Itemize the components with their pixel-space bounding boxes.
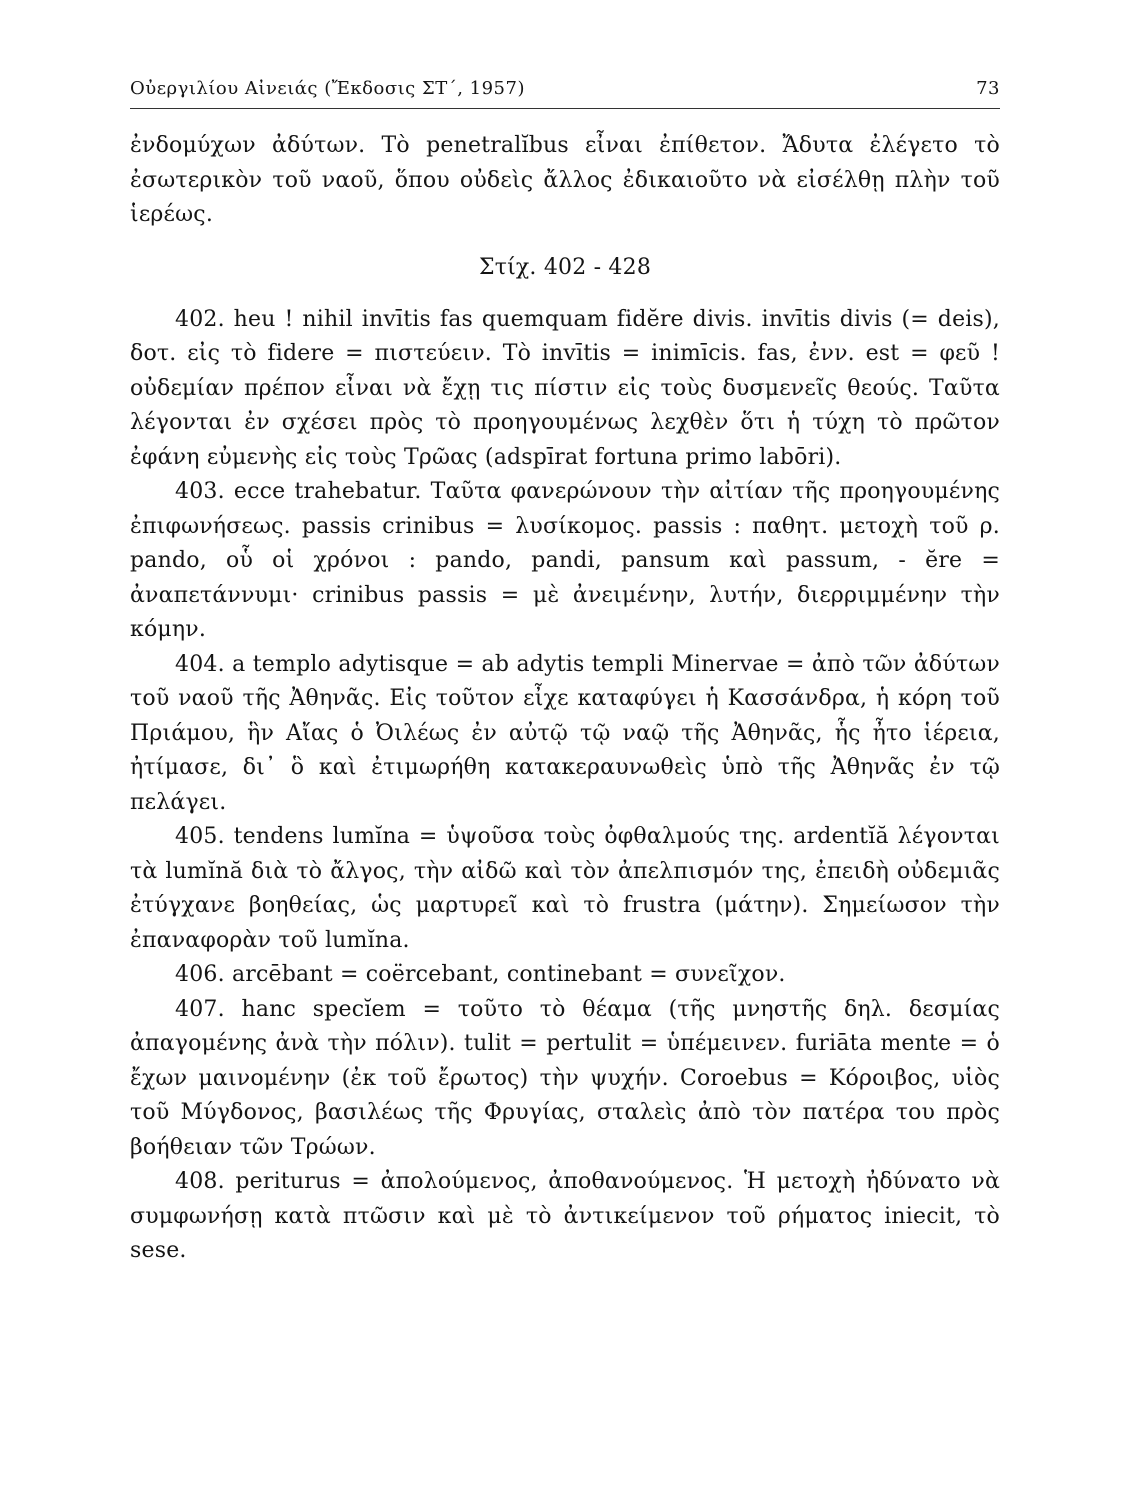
running-title: Οὐεργιλίου Αἰνειάς (Ἔκδοσις ΣΤ΄, 1957) [130, 78, 525, 99]
note-404: 404. a templo adytisque = ab adytis templi Minervae = ἀπὸ τῶν ἀδύτων τοῦ ναοῦ τῆς Ἀθηνᾶς. Εἰς τοῦτον εἶχε καταφύγει ἡ Κασσάνδρα, ἡ κόρη τοῦ Πριάμου, ἣν Αἴας ὁ Ὀιλέως ἐν αὐτῷ τῷ ναῷ τῆς Ἀθηνᾶς, ἧς ἦτο ἱέρεια, ἠτίμασε, δι᾽ ὃ καὶ ἐτιμωρήθη κατακεραυνωθεὶς ὑπὸ τῆς Ἀθηνᾶς ἐν τῷ πελάγει. [130, 651, 1000, 815]
running-head [130, 78, 1000, 109]
page-number: 73 [976, 78, 1000, 99]
note-407: 407. hanc specĭem = τοῦτο τὸ θέαμα (τῆς μνηστῆς δηλ. δεσμίας ἀπαγομένης ἀνὰ τὴν πόλιν). tulit = pertulit = ὑπέμεινεν. furiāta mente = ὁ ἔχων μαινομένην (ἐκ τοῦ ἔρωτος) τὴν ψυχήν. Coroebus = Κόροιβος, υἱὸς τοῦ Μύγδονος, βασιλέως τῆς Φρυγίας, σταλεὶς ἀπὸ τὸν πατέρα του πρὸς βοήθειαν τῶν Τρώων. [130, 996, 1000, 1160]
note-406: 406. arcēbant = coërcebant, continebant = συνεῖχον. [175, 962, 786, 987]
intro-paragraph: ἐνδομύχων ἀδύτων. Τὸ penetralĭbus εἶναι ἐπίθετον. Ἄδυτα ἐλέγετο τὸ ἐσωτερικὸν τοῦ ναοῦ, ὅπου οὐδεὶς ἄλλος ἐδικαιοῦτο νὰ εἰσέλθῃ πλὴν τοῦ ἱερέως. [130, 133, 1000, 227]
commentary-body [130, 129, 1000, 1269]
book-page [130, 78, 1000, 1269]
section-heading: Στίχ. 402 - 428 [478, 254, 652, 280]
note-403: 403. ecce trahebatur. Ταῦτα φανερώνουν τὴν αἰτίαν τῆς προηγουμένης ἐπιφωνήσεως. passis crinibus = λυσίκομος. passis : παθητ. μετοχὴ τοῦ ρ. pando, οὗ οἱ χρόνοι : pando, pandi, pansum καὶ passum, - ĕre = ἀναπετάννυμι· crinibus passis = μὲ ἀνειμένην, λυτήν, διερριμμένην τὴν κόμην. [130, 479, 1000, 642]
note-405: 405. tendens lumĭna = ὑψοῦσα τοὺς ὀφθαλμούς της. ardentĭă λέγονται τὰ lumĭnă διὰ τὸ ἄλγος, τὴν αἰδῶ καὶ τὸν ἀπελπισμόν της, ἐπειδὴ οὐδεμιᾶς ἐτύγχανε βοηθείας, ὡς μαρτυρεῖ καὶ τὸ frustra (μάτην). Σημείωσον τὴν ἐπαναφορὰν τοῦ lumĭna. [130, 824, 1000, 953]
note-402: 402. heu ! nihil invītis fas quemquam fidĕre divis. invītis divis (= deis), δοτ. εἰς τὸ fidere = πιστεύειν. Τὸ invītis = inimīcis. fas, ἐνν. est = φεῦ ! οὐδεμίαν πρέπον εἶναι νὰ ἔχῃ τις πίστιν εἰς τοὺς δυσμενεῖς θεούς. Ταῦτα λέγονται ἐν σχέσει πρὸς τὸ προηγουμένως λεχθὲν ὅτι ἡ τύχη τὸ πρῶτον ἐφάνη εὐμενὴς εἰς τοὺς Τρῶας (adspīrat fortuna primo labōri). [130, 306, 1000, 470]
note-408: 408. periturus = ἀπολούμενος, ἀποθανούμενος. Ἡ μετοχὴ ἠδύνατο νὰ συμφωνήσῃ κατὰ πτῶσιν καὶ μὲ τὸ ἀντικείμενον τοῦ ρήματος iniecit, τὸ sese. [130, 1169, 1000, 1263]
